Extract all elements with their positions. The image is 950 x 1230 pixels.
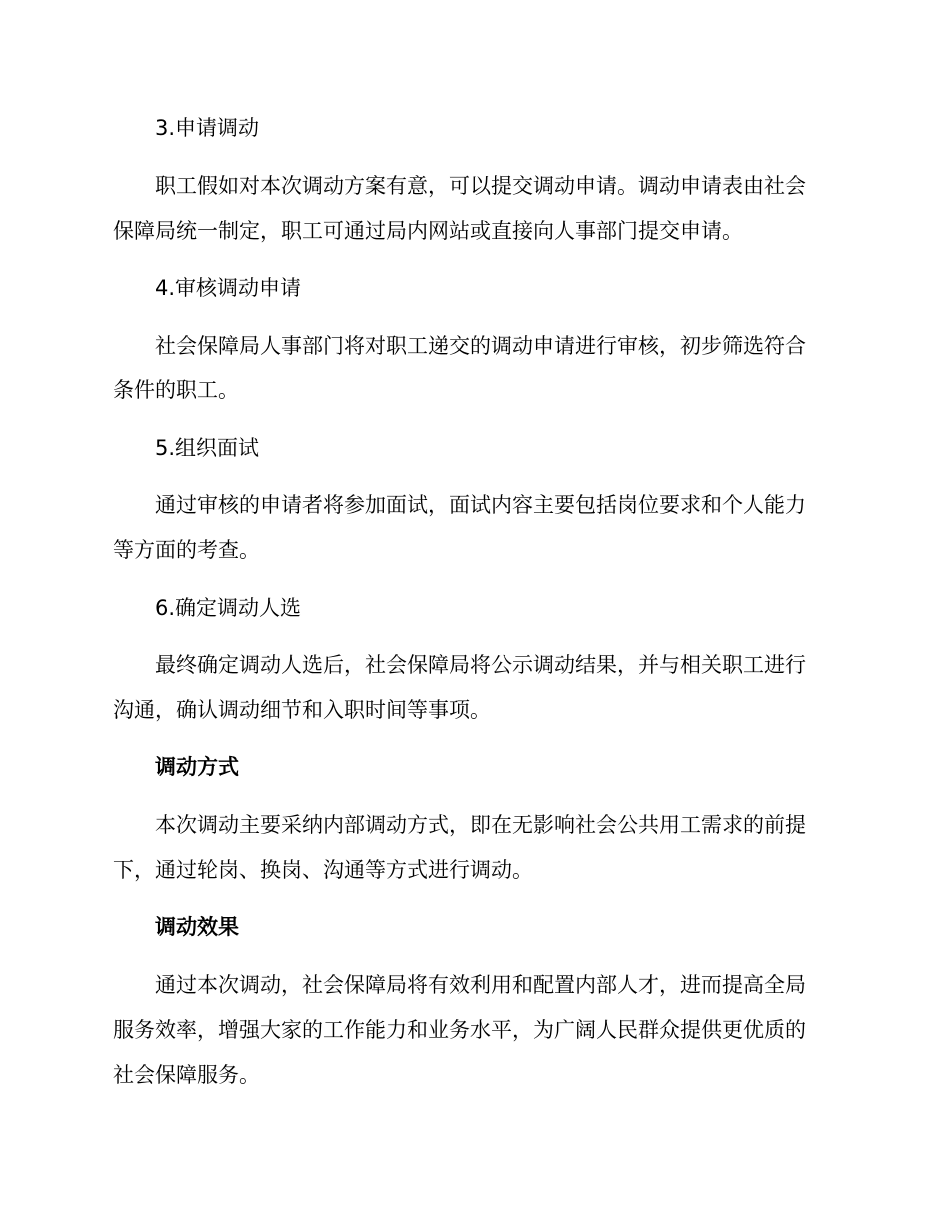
step3-paragraph-line-2: 保障局统一制定，职工可通过局内网站或直接向人事部门提交申请。	[113, 219, 743, 243]
effect-paragraph-line-1: 通过本次调动，社会保障局将有效利用和配置内部人才，进而提高全局	[155, 973, 806, 997]
effect-heading: 调动效果	[155, 915, 239, 939]
effect-paragraph-line-3: 社会保障服务。	[113, 1063, 260, 1087]
method-paragraph-line-2: 下，通过轮岗、换岗、沟通等方式进行调动。	[113, 858, 533, 882]
step4-paragraph-line-2: 条件的职工。	[113, 378, 239, 402]
step6-heading: 6.确定调动人选	[155, 596, 302, 620]
method-paragraph-line-1: 本次调动主要采纳内部调动方式，即在无影响社会公共用工需求的前提	[155, 813, 806, 837]
step5-heading: 5.组织面试	[155, 436, 260, 460]
step4-heading: 4.审核调动申请	[155, 276, 302, 300]
step3-paragraph-line-1: 职工假如对本次调动方案有意，可以提交调动申请。调动申请表由社会	[155, 174, 806, 198]
method-heading: 调动方式	[155, 755, 239, 779]
step5-paragraph-line-2: 等方面的考查。	[113, 538, 260, 562]
step6-paragraph-line-2: 沟通，确认调动细节和入职时间等事项。	[113, 698, 491, 722]
step3-heading: 3.申请调动	[155, 116, 260, 140]
step4-paragraph-line-1: 社会保障局人事部门将对职工递交的调动申请进行审核，初步筛选符合	[155, 334, 806, 358]
step6-paragraph-line-1: 最终确定调动人选后，社会保障局将公示调动结果，并与相关职工进行	[155, 653, 806, 677]
step5-paragraph-line-1: 通过审核的申请者将参加面试，面试内容主要包括岗位要求和个人能力	[155, 493, 806, 517]
effect-paragraph-line-2: 服务效率，增强大家的工作能力和业务水平，为广阔人民群众提供更优质的	[113, 1018, 806, 1042]
